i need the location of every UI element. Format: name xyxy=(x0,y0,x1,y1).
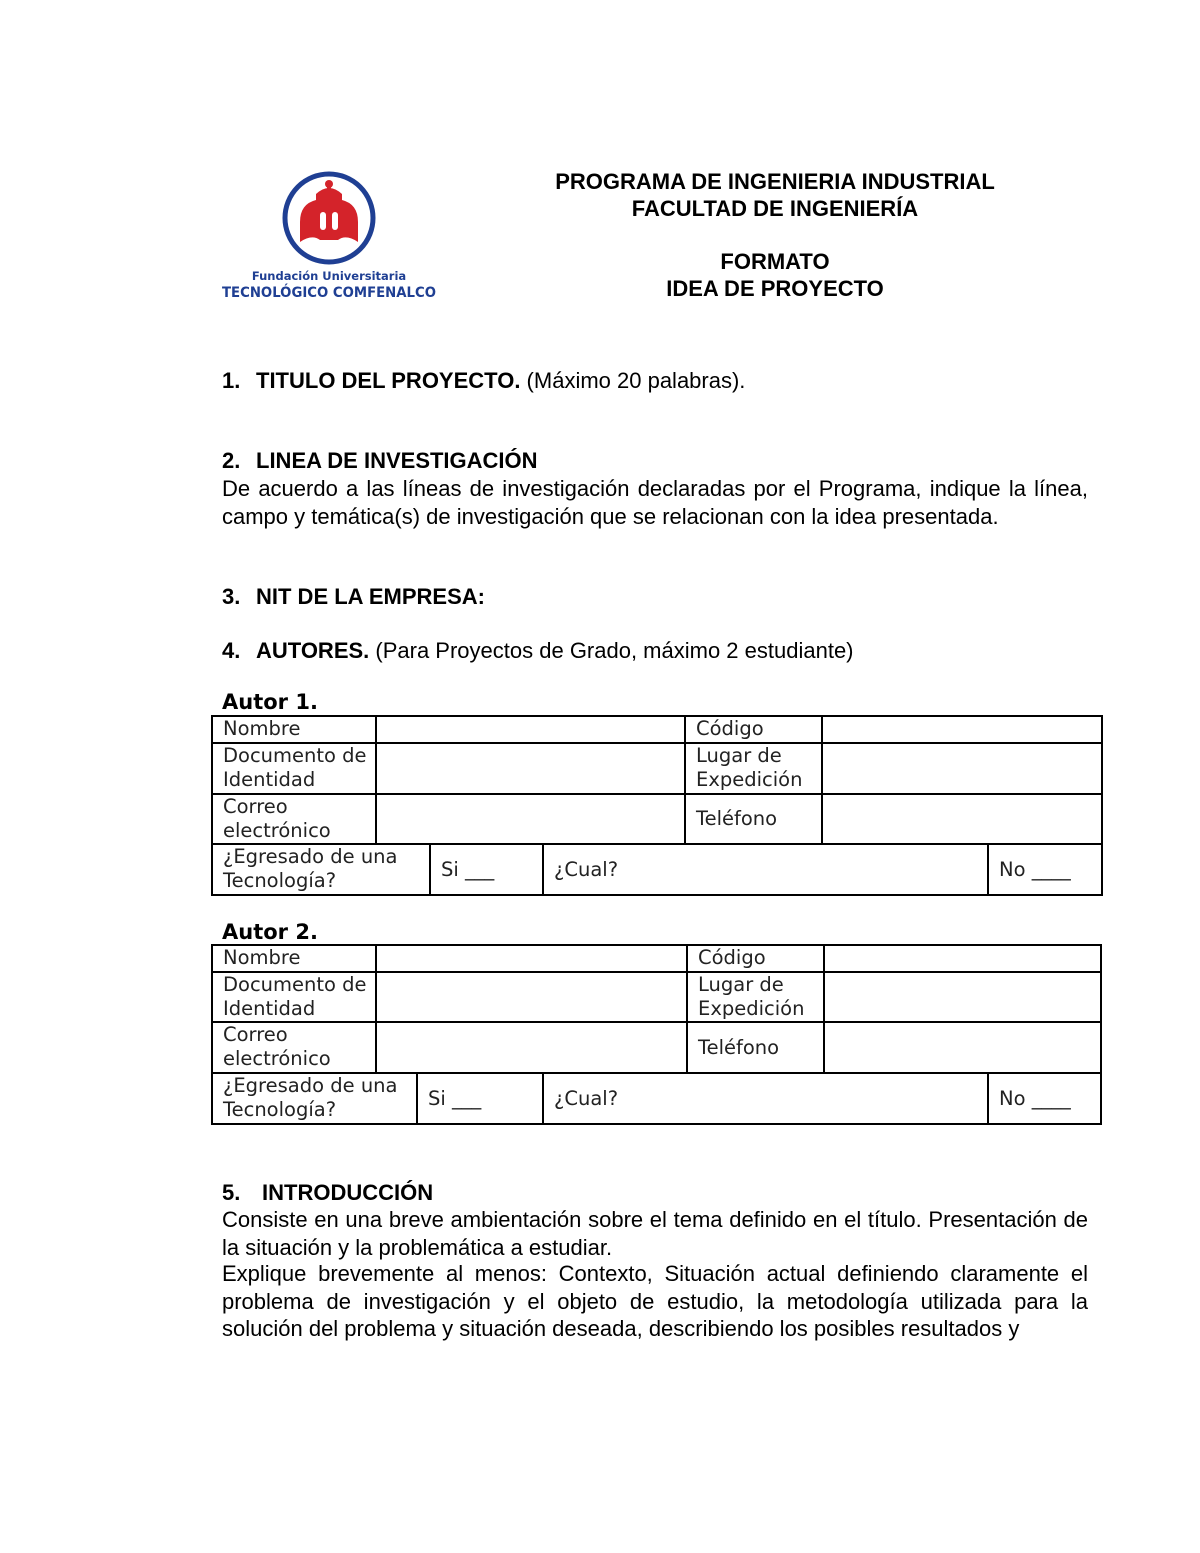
section-title: TITULO DEL PROYECTO. xyxy=(256,368,521,393)
document-title: IDEA DE PROYECTO xyxy=(666,276,884,301)
telefono-field[interactable] xyxy=(824,1022,1101,1073)
lugar-field[interactable] xyxy=(822,743,1102,794)
egresado-si-option[interactable]: Si ___ xyxy=(417,1073,543,1124)
egresado-si-option[interactable]: Si ___ xyxy=(430,844,543,895)
section-title: AUTORES. xyxy=(256,638,370,663)
section-title: LINEA DE INVESTIGACIÓN xyxy=(256,448,538,473)
section-number: 2. xyxy=(222,448,241,473)
correo-field[interactable] xyxy=(376,1022,687,1073)
section-2-body: De acuerdo a las líneas de investigación declaradas por el Programa, indique la línea, campo y temática(s) de investigación que se relacionan con la idea presentada. xyxy=(222,476,1088,529)
egresado-no-option[interactable]: No ____ xyxy=(988,844,1102,895)
section-5-paragraph-2: Explique brevemente al menos: Contexto, Situación actual definiendo claramente el problema de investigación y el objeto de estudio, la metodología utilizada para la solución del problema y situación deseada, describiendo los posibles resultados y xyxy=(222,1261,1088,1341)
faculty-title: FACULTAD DE INGENIERÍA xyxy=(631,196,919,221)
codigo-field[interactable] xyxy=(822,716,1102,743)
telefono-label: Teléfono xyxy=(687,1022,824,1073)
egresado-cual-field[interactable]: ¿Cual? xyxy=(543,844,988,895)
section-number: 3. xyxy=(222,584,241,609)
section-2-heading xyxy=(222,447,1088,475)
author-1-table xyxy=(211,715,1103,896)
lugar-label: Lugar de Expedición xyxy=(685,743,822,794)
lugar-field[interactable] xyxy=(824,972,1101,1022)
documento-label: Documento de Identidad xyxy=(212,972,376,1022)
section-number: 1. xyxy=(222,368,241,393)
nombre-field[interactable] xyxy=(376,716,685,743)
format-title: FORMATO xyxy=(720,249,830,274)
egresado-cual-field[interactable]: ¿Cual? xyxy=(543,1073,988,1124)
section-title: NIT DE LA EMPRESA: xyxy=(256,584,485,609)
section-1 xyxy=(222,367,1088,395)
author-1-label: Autor 1. xyxy=(222,690,318,714)
egresado-label: ¿Egresado de una Tecnología? xyxy=(212,1073,417,1124)
section-4 xyxy=(222,637,1088,665)
section-note: (Para Proyectos de Grado, máximo 2 estudiante) xyxy=(369,638,854,663)
nombre-label: Nombre xyxy=(212,945,376,972)
codigo-label: Código xyxy=(687,945,824,972)
section-number: 5. xyxy=(222,1180,241,1205)
correo-field[interactable] xyxy=(376,794,685,844)
author-2-label: Autor 2. xyxy=(222,920,318,944)
svg-text:TECNOLÓGICO COMFENALCO: TECNOLÓGICO COMFENALCO xyxy=(222,285,443,301)
author-2-table xyxy=(211,944,1102,1125)
correo-label: Correo electrónico xyxy=(212,1022,376,1073)
institution-logo xyxy=(218,170,443,305)
documento-field[interactable] xyxy=(376,743,685,794)
lugar-label: Lugar de Expedición xyxy=(687,972,824,1022)
section-5-paragraph-1: Consiste en una breve ambientación sobre el tema definido en el título. Presentación de la situación y la problemática a estudiar. xyxy=(222,1207,1088,1260)
logo-seal-icon xyxy=(218,170,443,305)
egresado-label: ¿Egresado de una Tecnología? xyxy=(212,844,430,895)
section-5-heading xyxy=(222,1179,1088,1207)
documento-label: Documento de Identidad xyxy=(212,743,376,794)
nombre-label: Nombre xyxy=(212,716,376,743)
documento-field[interactable] xyxy=(376,972,687,1022)
correo-label: Correo electrónico xyxy=(212,794,376,844)
telefono-field[interactable] xyxy=(822,794,1102,844)
svg-text:Fundación Universitaria: Fundación Universitaria xyxy=(251,269,407,283)
section-number: 4. xyxy=(222,638,241,663)
program-title: PROGRAMA DE INGENIERIA INDUSTRIAL xyxy=(555,169,995,194)
egresado-no-option[interactable]: No ____ xyxy=(988,1073,1101,1124)
nombre-field[interactable] xyxy=(376,945,687,972)
section-note: (Máximo 20 palabras). xyxy=(520,368,746,393)
section-title: INTRODUCCIÓN xyxy=(262,1180,434,1205)
section-3 xyxy=(222,583,1088,611)
telefono-label: Teléfono xyxy=(685,794,822,844)
codigo-label: Código xyxy=(685,716,822,743)
codigo-field[interactable] xyxy=(824,945,1101,972)
